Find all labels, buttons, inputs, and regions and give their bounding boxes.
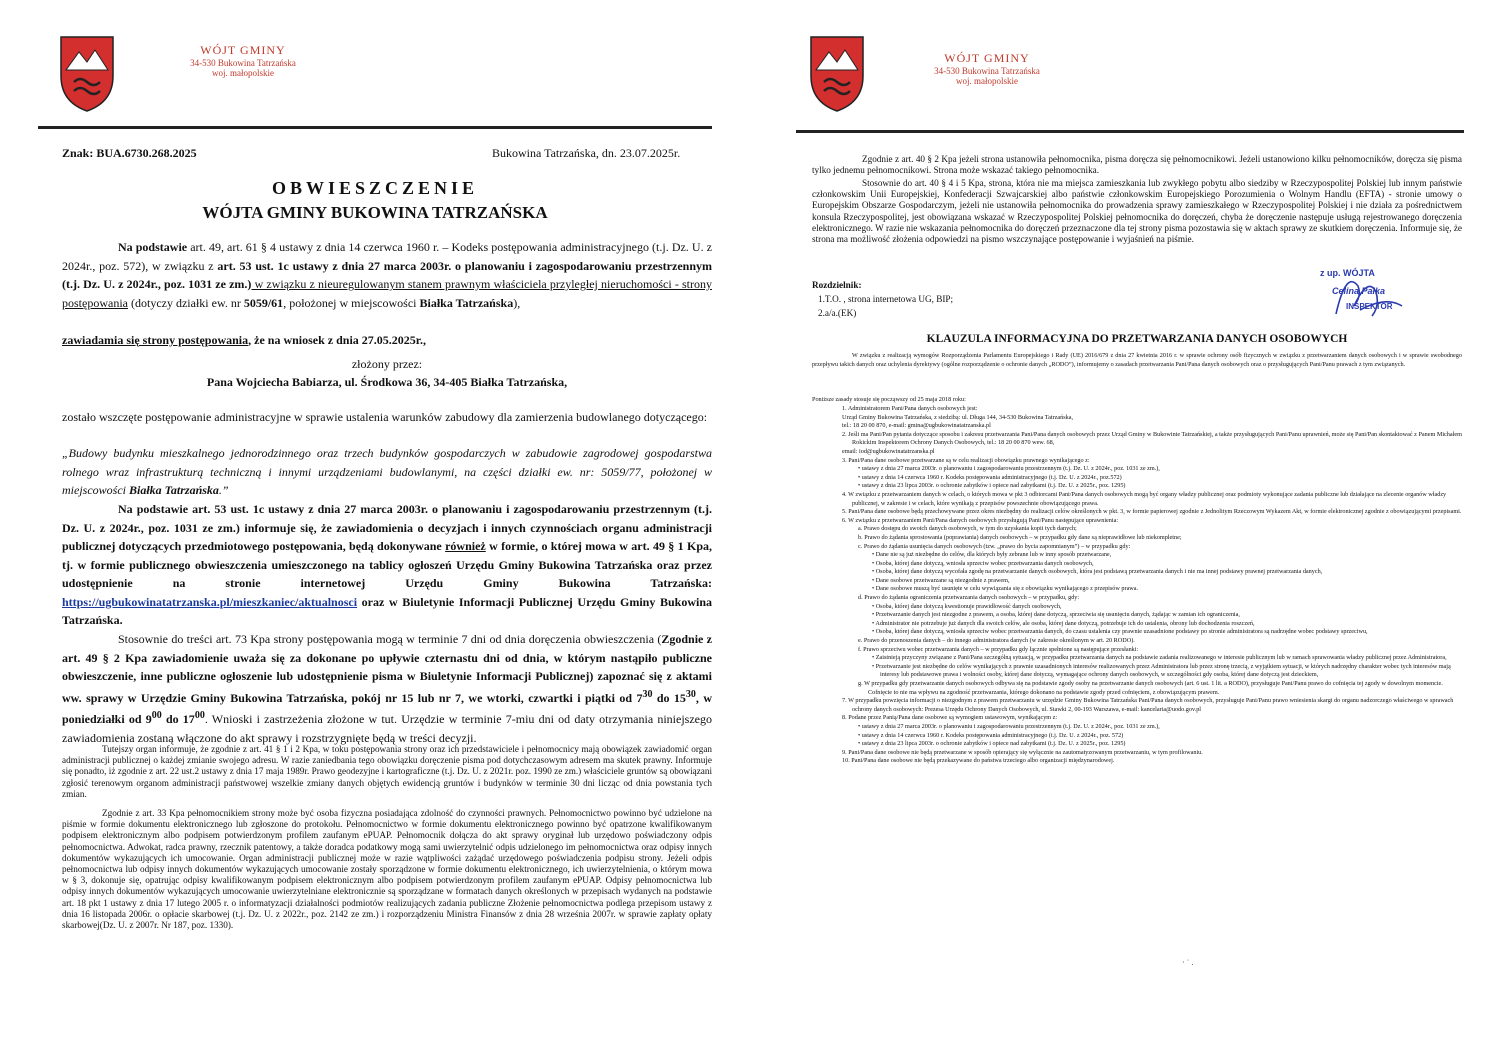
clause-line: • Dane nie są już niezbędne do celów, dla których były zebrane lub w inny sposób przetwarzane, [872,551,1112,559]
clause-line: 6. W związku z przetwarzaniem Pani/Pana danych osobowych przysługują Pani/Panu następujące uprawnienia: [842,516,1119,524]
clause-line: • Dane osobowe przetwarzane są niezgodnie z prawem, [872,576,1010,584]
p5-a: Stosownie do treści art. 73 Kpa strony postępowania mogą w terminie 7 dni od dnia doręczenia obwieszczenia ( [118,632,662,646]
p1-b: art. 49, art. 61 § 4 ustawy z dnia 14 czerwca 1960 r. – Kodeks postępowania administracyjnego (t.j. Dz. U. z 2024r., poz. 572), w związku z [62,240,712,273]
clause-line: • Administrator nie potrzebuje już danych dla swoich celów, ale osoba, której dane dotyczą, potrzebuje ich do ustalenia, obrony lub dochodzenia roszczeń, [872,619,1255,627]
reference-sign: Znak: BUA.6730.268.2025 [62,146,197,160]
p5-b: Zgodnie z art. 49 § 2 Kpa zawiadomienie uważa się za dokonane po upływie czternastu dni od dnia, w którym nastąpiło publiczne obwieszczenie, inne publiczne ogłoszenie lub udostępnienie pisma w Biuletynie Informacji Publicznej [62,632,713,683]
paragraph-public-notice [62,500,712,630]
clause-rules-intro: Poniższe zasady stosuje się począwszy od 25 maja 2018 roku: [812,396,966,403]
clause-line: a. Prawo dostępu do swoich danych osobowych, w tym do uzyskania kopii tych danych; [858,525,1077,533]
p4-d: oraz w Biuletynie Informacji Publicznej Urzędu Gminy Bukowina Tatrzańska. [62,594,712,627]
p1-h: Białka Tatrzańska [419,295,514,310]
p5-g: . Wnioski i zastrzeżenia złożone w tut. Urzędzie w terminie 7-miu dni od daty otrzymania niniejszego zawiadomienia zostaną włączone do akt sprawy i rozstrzygnięte będą w treści decyzji. [62,712,712,745]
clause-line: • Dane osobowe muszą być usunięte w celu wywiązania się z obowiązku wynikającego z przepisów prawa. [872,585,1139,593]
clause-line: 7. W przypadku powzięcia informacji o niezgodnym z prawem przetwarzaniu w urzędzie Gminy Bukowina Tatrzańska Pani/Pana danych osobowych, przysługuje Pani/Panu prawo wniesienia skargi do organu nadzorczego właściwego w sprawach ochrony danych osobowych: Prezesa Urzędu Ochrony Danych Osobowych, ul. Stawki 2, 00-193 Warszawa, e-mail: kancelaria@uodo.gov.pl [842,697,1454,713]
header-rule [796,130,1464,133]
clause-line: • Przetwarzanie jest niezbędne do celów wynikających z prawnie uzasadnionych interesów realizowanych przez Administratora lub przez stronę trzecią, z wyjątkiem sytuacji, w których nadrzędny charakter wobec tych interesów mają interesy lub podstawowe prawa i wolności osoby, której dane dotyczą, wymagające ochrony danych osobowych, w szczególności gdy osoba, której dane dotyczą jest dzieckiem, [872,662,1451,679]
clause-line: • Osoba, której dane dotyczą, wniosła sprzeciw wobec przetwarzania danych, do czasu ustalenia czy prawnie uzasadnione podstawy po stronie administratora są nadrzędne wobec podstawy sprzeciwu, [872,628,1368,636]
clause-list [812,405,1462,766]
clause-line: • ustawy z dnia 23 lipca 2003r. o ochronie zabytków i opiece nad zabytkami (t.j. Dz. U. z 2025r., poz. 1295) [858,482,1126,490]
p4-a: Na podstawie art. 53 ust. 1c ustawy z dnia 27 marca 2003r. o planowaniu i zagospodarowaniu przestrzennym (t.j. Dz. U. z 2024r., poz. 1031 ze zm.) informuje się, że zawiadomienia o decyzjach i innych czynnościach organu administracji publicznej dotyczących przedmiotowego postępowania, będą dokonywane [62,502,712,553]
coat-of-arms-icon [810,36,864,112]
p1-f: 5059/61 [243,295,284,310]
clause-line: g. W przypadku gdy przetwarzanie danych osobowych odbywa się na podstawie zgody osoby na przetwarzanie danych osobowych (art. 6 ust. 1 lit. a RODO), przysługuje Pani/Panu prawo do cofnięcia tej zgody w dowolnym momencie. Cofnięcie to nie ma wpływu na zgodność przetwarzania, którego dokonano na podstawie zgody przed cofnięciem, z obowiązującym prawem. [858,680,1443,696]
footnote-address-change: Tutejszy organ informuje, że zgodnie z art. 41 § 1 i 2 Kpa, w toku postępowania strony oraz ich przedstawiciele i pełnomocnicy mają obowiązek zawiadomić organ administracji publicznej o każdej zmianie swojego adresu. W razie zaniedbania tego obowiązku doręczenie pisma pod dotychczasowym adresem ma skutek prawny. Informuje się ponadto, iż zgodnie z art. 22 ust.2 ustawy z dnia 17 maja 1989r. Prawo geodezyjne i kartograficzne (t.j. Dz. U. z 2021r. poz. 1990 ze zm.) właściciele gruntów są obowiązani zgłosić terenowym organom administracji państwowej wszelkie zmiany danych objętych ewidencją gruntów i budynków w terminie 30 dni licząc od dnia powstania tych zmian. [62,744,712,799]
header-rule [38,126,712,129]
clause-line: • Przetwarzanie danych jest niezgodne z prawem, a osoba, której dane dotyczą, sprzeciwia się usunięciu danych, żądając w zamian ich ograniczenia, [872,611,1240,619]
clause-line: • Osoba, której dane dotyczą, wniosła sprzeciw wobec przetwarzania danych osobowych, [872,559,1094,567]
website-link[interactable]: https://ugbukowinatatrzanska.pl/mieszkaniec/aktualnosci [62,594,358,609]
p5-c: ) zapoznać się z aktami ww. sprawy w Urzędzie Gminy Bukowina Tatrzańska, pokój nr 15 lub nr 7, we wtorki, czwartki i piątki od 7 [62,669,712,705]
clause-line: tel.: 18 20 00 870, e-mail: gmina@ugbukowinatatrzanska.pl [842,422,991,430]
clause-line: 9. Pani/Pana dane osobowe nie będą przetwarzane w sposób opierający się wyłącznie na zautomatyzowanym przetwarzaniu, w tym profilowaniu. [842,748,1203,756]
stamp-line-3: woj. małopolskie [212,68,274,79]
clause-line: d. Prawo do żądania ograniczenia przetwarzania danych osobowych – w przypadku, gdy: [858,594,1080,602]
coat-of-arms-icon [60,36,114,112]
paragraph-legal-basis [62,238,712,312]
p5-d: do 15 [652,690,686,705]
clause-line: • ustawy z dnia 23 lipca 2003r. o ochronie zabytków i opiece nad zabytkami (t.j. Dz. U. z 2025r., poz. 1295) [858,740,1126,748]
distribution-item-1: 1.T.O. , strona internetowa UG, BIP; [818,294,954,304]
p1-g: , położonej w miejscowości [283,295,420,310]
clause-line: f. Prawo sprzeciwu wobec przetwarzania danych – w przypadku gdy łącznie spełnione są następujące przesłanki: [858,645,1139,653]
clause-line: b. Prawo do żądania sprostowania (poprawiania) danych osobowych – w przypadku gdy dane są nieprawidłowe lub niekompletne; [858,533,1182,541]
distribution-item-2: 2.a/a.(EK) [818,308,857,318]
signature-line-1: z up. WÓJTA [1320,268,1375,278]
paragraph-access-to-files [62,630,712,747]
clause-line: • Zaistnieją przyczyny związane z Pani/Pana szczególną sytuacją, w przypadku przetwarzania danych na podstawie zadania realizowanego w interesie publicznym lub w ramach sprawowania władzy publicznej przez Administratora, [872,654,1447,662]
p1-a: Na podstawie [118,240,188,254]
clause-line: • ustawy z dnia 27 marca 2003r. o planowaniu i zagospodarowaniu przestrzennym (t.j. Dz. U. z 2024r., poz. 1031 ze zm.), [858,722,1160,730]
scan-marks: · ˙ . [1182,958,1194,967]
p5-e-sup: 00 [151,710,162,721]
clause-line: 2. Jeśli ma Pani/Pan pytania dotyczące sposobu i zakresu przetwarzania Pani/Pana danych osobowych przez Urząd Gminy w Bukowinie Tatrzańskiej, a także przysługujących Pani/Panu uprawnień, może się Pani/Pan skontaktować z Panem Michałem Rokickim Inspektorem Ochrony Danych Osobowych, tel.: 18 20 00 870 wew. 68, [842,430,1462,447]
p5-c-sup: 30 [642,688,653,700]
signature-line-2: Celina Pałka [1332,286,1386,296]
clause-line: c. Prawo do żądania usunięcia danych osobowych (tzw. „prawo do bycia zapomnianym”) – w przypadku gdy: [858,542,1131,550]
page-2 [750,0,1500,1060]
filed-by-label: złożony przez: [351,357,423,371]
clause-line: 5. Pani/Pana dane osobowe będą przechowywane przez okres niezbędny do realizacji celów określonych w pkt. 3, w formie papierowej zgodnie z Jednolitym Rzeczowym Wykazem Akt, w formie elektronicznej zgodnie z obowiązującymi przepisami. [842,508,1462,516]
p1-d: w związku z nieuregulowanym stanem prawnym właściciela przyległej nieruchomości - strony postępowania [62,277,712,310]
clause-intro: W związku z realizacją wymogów Rozporządzenia Parlamentu Europejskiego i Rady (UE) 2016/679 z dnia 27 kwietnia 2016 r. w sprawie ochrony osób fizycznych w związku z przetwarzaniem danych osobowych i w sprawie swobodnego przepływu takich danych oraz uchylenia dyrektywy (ogólne rozporządzenie o ochronie danych „RODO”), informujemy o zasadach przetwarzania Pani/Pana danych osobowych oraz o przysługujących Pani/Panu prawach z tym związanych. [812,352,1462,368]
p1-c: art. 53 ust. 1c ustawy z dnia 27 marca 2003r. o planowaniu i zagospodarowaniu przestrzennym (t.j. Dz. U. z 2024r., poz. 1031 ze zm.) [62,258,712,291]
p1-e: (dotyczy działki ew. nr [127,295,244,310]
p5-d-sup: 30 [685,688,696,700]
clause-line: • ustawy z dnia 14 czerwca 1960 r. Kodeks postępowania administracyjnego (t.j. Dz. U. z 2024r., poz. 572) [858,731,1124,739]
quote-c: .” [218,483,229,497]
p5-e: , w poniedziałki od 9 [62,690,712,726]
p4-b: również [445,539,486,553]
paragraph-notification [62,331,712,350]
document-date: Bukowina Tatrzańska, dn. 23.07.2025r. [492,146,681,160]
quote-a: „Budowy budynku mieszkalnego jednorodzinnego oraz trzech budynków gospodarczych w zabudowie zagrodowej gospodarstwa rolnego wraz infrastrukturą techniczną i innymi urządzeniami budowlanymi, na części działki ew. nr: 5059/77, położonej w miejscowości [62,446,712,497]
p2-a: zawiadamia się strony postępowania [62,333,249,347]
clause-title: KLAUZULA INFORMACYJNA DO PRZETWARZANIA DANYCH OSOBOWYCH [926,333,1348,345]
p4-c: w formie, o której mowa w art. 49 § 1 Kpa, tj. w formie publicznego obwieszczenia umieszczonego na tablicy ogłoszeń Urzędu Gminy Bukowina Tatrzańska oraz przez udostępnienie na stronie internetowej Urzędu Gminy Bukowina Tatrzańska: [62,539,713,590]
clause-line: 3. Pani/Pana dane osobowe przetwarzane są w celu realizacji obowiązku prawnego wynikającego z: [842,456,1090,464]
paragraph-foreign-party: Stosownie do art. 40 § 4 i 5 Kpa, strona, która nie ma miejsca zamieszkania lub zwykłego pobytu albo siedziby w Rzeczypospolitej Polskiej lub innym państwie członkowskim Unii Europejskiej, Konfederacji Szwajcarskiej albo państwie członkowskim Europejskiego Porozumienia o Wolnym Handlu (EFTA) - stronie umowy o Europejskim Obszarze Gospodarczym, jeżeli nie ustanowiła pełnomocnika do prowadzenia sprawy zamieszkałego w Rzeczypospolitej Polskiej i nie działa za pośrednictwem konsula Rzeczypospolitej, jest obowiązana wskazać w Rzeczypospolitej Polskiej pełnomocnika do doręczeń, chyba że doręczenie następuje usługą rejestrowanego doręczenia elektronicznego. W razie nie wskazania pełnomocnika do doręczeń przeznaczone dla tej strony pisma pozostawia się w aktach sprawy ze skutkiem doręczenia. Informuje się, że strona ma możliwość złożenia odpowiedzi na pismo wszczynające postępowanie i wyjaśnień na piśmie. [812,178,1462,245]
clause-line: e. Prawo do przenoszenia danych – do innego administratora danych (w zakresie określonym w art. 20 RODO). [858,637,1135,645]
clause-line: • Osoba, której dane dotyczą wycofała zgodę na przetwarzanie danych osobowych, która jest podstawą przetwarzania danych i nie ma innej podstawy prawnej przetwarzania danych, [872,568,1323,576]
clause-line: 4. W związku z przetwarzaniem danych w celach, o których mowa w pkt 3 odbiorcami Pani/Pana danych osobowych mogą być organy władzy publicznej oraz podmioty wykonujące zadania publiczne lub działające na zlecenie organów władzy publicznej, w zakresie i w celach, które wynikają z przepisów powszechnie obowiązującego prawa. [842,490,1447,507]
clause-line: • Osoba, której dane dotyczą kwestionuje prawidłowość danych osobowych, [872,602,1062,610]
official-stamp [922,52,1052,86]
project-description [62,444,712,500]
signature-line-3: INSPEKTOR [1346,302,1393,311]
official-stamp [178,44,308,78]
p5-f: do 17 [161,712,195,726]
distribution-title: Rozdzielnik: [812,280,862,290]
p1-i: ), [513,295,521,310]
stamp-line-2: 34-530 Bukowina Tatrzańska [934,65,1040,76]
clause-line: 10. Pani/Pana dane osobowe nie będą przekazywane do państwa trzeciego albo organizacji międzynarodowej. [842,757,1115,765]
clause-line: • ustawy z dnia 27 marca 2003r. o planowaniu i zagospodarowaniu przestrzennym (t.j. Dz. U. z 2024r., poz. 1031 ze zm.), [858,465,1160,473]
document-title: OBWIESZCZENIE [271,178,479,198]
clause-line: 1. Administratorem Pani/Pana danych osobowych jest: [842,405,978,412]
footnote-power-of-attorney: Zgodnie z art. 33 Kpa pełnomocnikiem strony może być osoba fizyczna posiadająca zdolność do czynności prawnych. Pełnomocnictwo powinno być udzielone na piśmie w formie dokumentu elektronicznego lub zgłoszone do protokołu. Pełnomocnictwo w formie dokumentu elektronicznego powinno być opatrzone kwalifikowanym podpisem elektronicznym albo podpisem potwierdzonym profilem zaufanym ePUAP. Pełnomocnik dołącza do akt sprawy oryginał lub urzędowo poświadczony odpis pełnomocnictwa. Adwokat, radca prawny, rzecznik patentowy, a także doradca podatkowy mogą sami uwierzytelnić odpis udzielonego im pełnomocnictwa oraz odpisy innych dokumentów wykazujących ich umocowanie. Organ administracji publicznej może w razie wątpliwości zażądać urzędowego poświadczenia podpisu strony. Jeżeli odpis pełnomocnictwa lub odpisy innych dokumentów wykazujących umocowanie zostały sporządzone w formie dokumentu elektronicznego, ich uwierzytelnienia, o którym mowa w § 3, dokonuje się, opatrując odpisy kwalifikowanym podpisem elektronicznym albo podpisem potwierdzonym profilem zaufanym ePUAP. Odpisy pełnomocnictwa lub odpisy innych dokumentów wykazujących umocowanie uwierzytelniane elektronicznie są sporządzane w formatach danych określonych w przepisach wydanych na podstawie art. 18 pkt 1 ustawy z dnia 17 lutego 2005 r. o informatyzacji działalności podmiotów realizujących zadania publiczne Złożenie pełnomocnictwa podlega przepisom ustawy z dnia 16 listopada 2006r. o opłacie skarbowej (t.j. Dz. U. z 2022r., poz. 2142 ze zm.) i rozporządzeniu Ministra Finansów z dnia 28 września 2007r. w sprawie zapłaty opłaty skarbowej(Dz. U. z 2007r. Nr 187, poz. 1330). [62,808,712,931]
applicant: Pana Wojciecha Babiarza, ul. Środkowa 36, 34-405 Białka Tatrzańska, [206,375,568,389]
stamp-line-3: woj. małopolskie [956,76,1018,87]
stamp-line-2: 34-530 Bukowina Tatrzańska [190,57,296,68]
clause-line: • ustawy z dnia 14 czerwca 1960 r. Kodeks postępowania administracyjnego (t.j. Dz. U. z 2024r., poz.572) [858,473,1122,481]
stamp-line-1: WÓJT GMINY [200,43,286,57]
p2-b: , że na wniosek z dnia 27.05.2025r., [248,333,427,347]
clause-line: 8. Podane przez Panią/Pana dane osobowe są wymogiem ustawowym, wynikającym z: [842,714,1058,722]
signature-block [1306,266,1426,324]
paragraph-initiated: zostało wszczęte postępowanie administracyjne w sprawie ustalenia warunków zabudowy dla zamierzenia budowlanego dotyczącego: [62,410,708,424]
stamp-line-1: WÓJT GMINY [944,51,1030,65]
document-subtitle: WÓJTA GMINY BUKOWINA TATRZAŃSKA [202,203,548,222]
quote-b: Białka Tatrzańska [129,483,219,497]
paragraph-attorney-delivery: Zgodnie z art. 40 § 2 Kpa jeżeli strona ustanowiła pełnomocnika, pisma doręcza się pełnomocnikowi. Jeżeli ustanowiono kilku pełnomocników, doręcza się pisma tylko jednemu pełnomocnikowi. Strona może wskazać takiego pełnomocnika. [812,154,1462,176]
clause-line: email: iod@ugbukowinatatrzanska.pl [842,447,935,455]
p5-f-sup: 00 [194,710,205,721]
clause-line: Urząd Gminy Bukowina Tatrzańska, z siedzibą: ul. Długa 144, 34-530 Bukowina Tatrzańska, [842,413,1074,421]
